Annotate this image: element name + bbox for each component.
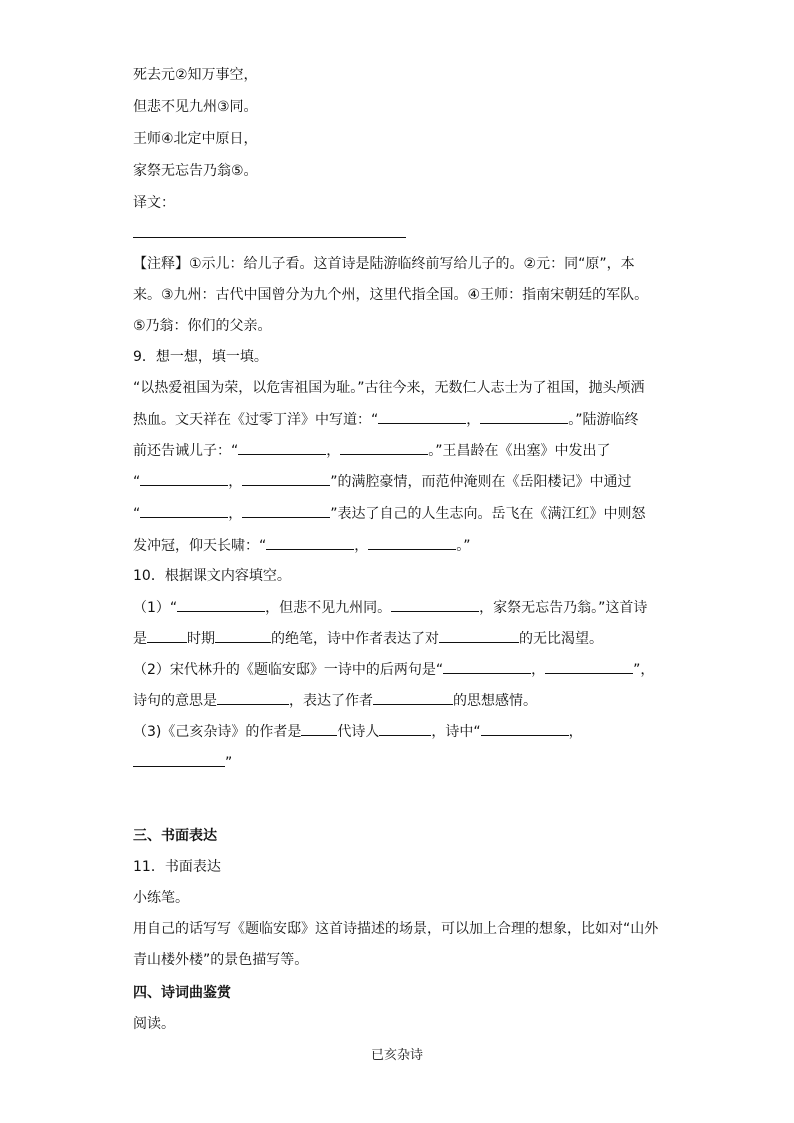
blank[interactable] bbox=[373, 690, 453, 705]
blank[interactable] bbox=[217, 690, 289, 705]
q9-text-1: “以热爱祖国为荣，以危害祖国为耻。”古往今来，无数仁人志士为了祖国，抛头颅洒 bbox=[133, 380, 645, 396]
read-instruction: 阅读。 bbox=[133, 1016, 175, 1032]
q9-title: 9．想一想，填一填。 bbox=[133, 349, 268, 365]
blank[interactable] bbox=[140, 503, 228, 518]
poem-line-2: 但悲不见九州③同。 bbox=[133, 99, 258, 115]
q11-text-1: 用自己的话写写《题临安邸》这首诗描述的场景，可以加上合理的想象，比如对“山外 bbox=[133, 921, 659, 937]
section-3-heading: 三、书面表达 bbox=[133, 828, 217, 844]
blank[interactable] bbox=[177, 597, 265, 612]
blank[interactable] bbox=[439, 628, 519, 643]
blank[interactable] bbox=[242, 471, 330, 486]
blank[interactable] bbox=[238, 440, 326, 455]
blank[interactable] bbox=[480, 409, 568, 424]
blank[interactable] bbox=[481, 721, 569, 736]
notes-line-3: ⑤乃翁：你们的父亲。 bbox=[133, 318, 272, 334]
blank[interactable] bbox=[443, 659, 531, 674]
q10-part-1: （1）“ ，但悲不见九州同。 ，家祭无忘告乃翁。”这首诗 bbox=[133, 597, 647, 618]
blank[interactable] bbox=[215, 628, 271, 643]
q10-part-3: （3)《己亥杂诗》的作者是 代诗人 ，诗中“ ， bbox=[133, 721, 583, 742]
translation-answer-line[interactable] bbox=[133, 237, 406, 238]
q10-part-2: （2）宋代林升的《题临安邸》一诗中的后两句是“ ， ”， bbox=[133, 659, 654, 680]
q10-title: 10．根据课文内容填空。 bbox=[133, 568, 291, 584]
poem-title: 已亥杂诗 bbox=[370, 1048, 423, 1063]
blank[interactable] bbox=[266, 535, 354, 550]
q9-text-6: 发冲冠，仰天长啸：“ ， 。” bbox=[133, 535, 471, 556]
blank[interactable] bbox=[368, 535, 456, 550]
q10-part-1b: 是 时期 的绝笔，诗中作者表达了对 的无比渴望。 bbox=[133, 628, 603, 649]
notes-line-1: 【注释】①示儿：给儿子看。这首诗是陆游临终前写给儿子的。②元：同“原”，本 bbox=[133, 256, 635, 272]
q10-part-3b: ” bbox=[133, 752, 232, 773]
blank[interactable] bbox=[545, 659, 633, 674]
q9-text-5: “ ， ”表达了自己的人生志向。岳飞在《满江红》中则怒 bbox=[133, 503, 646, 524]
poem-line-3: 王师④北定中原日， bbox=[133, 131, 258, 147]
blank[interactable] bbox=[340, 440, 428, 455]
section-4-heading: 四、诗词曲鉴赏 bbox=[133, 985, 231, 1001]
q9-text-3: 前还告诫儿子：“ ， 。”王昌龄在《出塞》中发出了 bbox=[133, 440, 611, 461]
q9-text-2: 热血。文天祥在《过零丁洋》中写道：“ ， 。”陆游临终 bbox=[133, 409, 639, 430]
poem-line-1: 死去元②知万事空， bbox=[133, 67, 258, 83]
q10-part-2b: 诗句的意思是 ，表达了作者 的思想感情。 bbox=[133, 690, 537, 711]
q11-sub: 小练笔。 bbox=[133, 890, 189, 906]
q9-text-4: “ ， ”的满腔豪情，而范仲淹则在《岳阳楼记》中通过 bbox=[133, 471, 632, 492]
blank[interactable] bbox=[242, 503, 330, 518]
blank[interactable] bbox=[391, 597, 479, 612]
q11-text-2: 青山楼外楼”的景色描写等。 bbox=[133, 952, 309, 968]
blank[interactable] bbox=[379, 721, 431, 736]
notes-line-2: 来。③九州：古代中国曾分为九个州，这里代指全国。④王师：指南宋朝廷的军队。 bbox=[133, 287, 649, 303]
blank[interactable] bbox=[133, 752, 225, 767]
blank[interactable] bbox=[378, 409, 466, 424]
blank[interactable] bbox=[301, 721, 337, 736]
q11-title: 11．书面表达 bbox=[133, 859, 221, 875]
translation-label: 译文： bbox=[133, 195, 175, 211]
blank[interactable] bbox=[147, 628, 187, 643]
blank[interactable] bbox=[140, 471, 228, 486]
poem-line-4: 家祭无忘告乃翁⑤。 bbox=[133, 163, 258, 179]
